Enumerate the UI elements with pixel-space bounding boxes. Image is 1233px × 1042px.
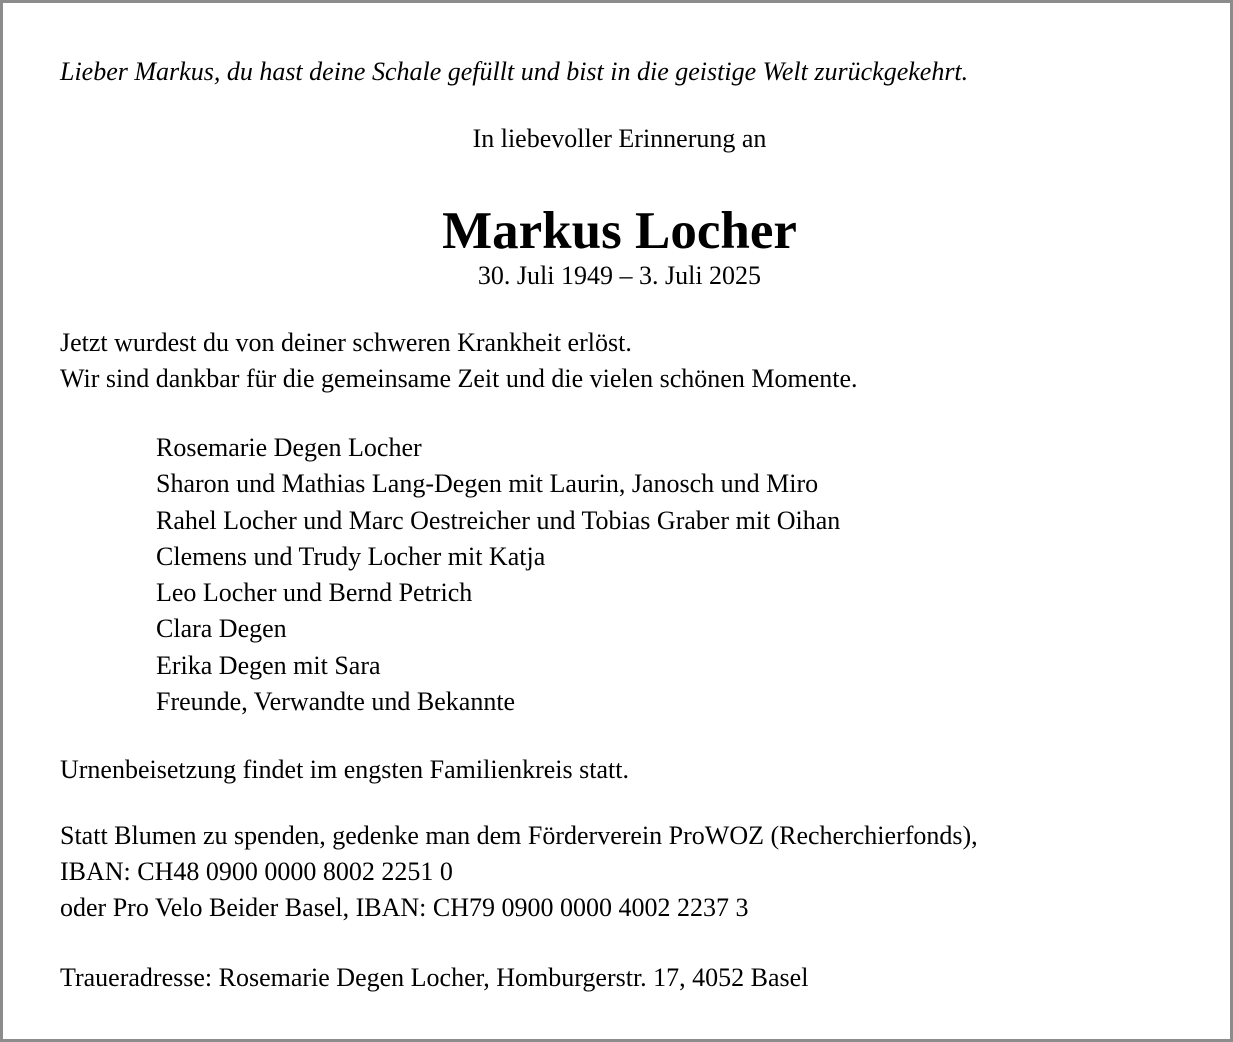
intro-text: In liebevoller Erinnerung an [472, 124, 767, 153]
donation-line: Statt Blumen zu spenden, gedenke man dem Förderverein ProWOZ (Recherchierfonds), [60, 821, 978, 850]
deceased-name: Markus Locher [442, 202, 797, 260]
mourner-entry: Clemens und Trudy Locher mit Katja [156, 541, 546, 571]
mourner-entry: Leo Locher und Bernd Petrich [156, 578, 473, 608]
mourner-entry: Rahel Locher und Marc Oestreicher und Tobias Graber mit Oihan [156, 505, 841, 535]
burial-note-text: Urnenbeisetzung findet im engsten Familienkreis statt. [60, 755, 629, 784]
mourning-address [60, 960, 808, 996]
deceased-dates: 30. Juli 1949 – 3. Juli 2025 [477, 261, 762, 290]
donation-paragraph [60, 818, 978, 926]
mourner-entry: Erika Degen mit Sara [156, 650, 381, 680]
burial-note [60, 752, 629, 788]
mourning-address-text: Traueradresse: Rosemarie Degen Locher, Homburgerstr. 17, 4052 Basel [60, 963, 809, 992]
mourners-list [156, 430, 840, 720]
mourner-entry: Rosemarie Degen Locher [156, 433, 422, 462]
message-line: Jetzt wurdest du von deiner schweren Krankheit erlöst. [60, 328, 632, 357]
mourner-entry: Freunde, Verwandte und Bekannte [156, 687, 516, 717]
donation-line: IBAN: CH48 0900 0000 8002 2251 0 [60, 857, 453, 886]
message-paragraph [60, 325, 858, 397]
motto-text: Lieber Markus, du hast deine Schale gefüllt und bist in die geistige Welt zurückgekehrt. [60, 57, 969, 86]
donation-line: oder Pro Velo Beider Basel, IBAN: CH79 0900 0000 4002 2237 3 [60, 893, 749, 922]
mourner-entry: Sharon und Mathias Lang-Degen mit Laurin, Janosch und Miro [156, 469, 819, 499]
message-line: Wir sind dankbar für die gemeinsame Zeit und die vielen schönen Momente. [60, 364, 858, 393]
mourner-entry: Clara Degen [156, 614, 287, 644]
